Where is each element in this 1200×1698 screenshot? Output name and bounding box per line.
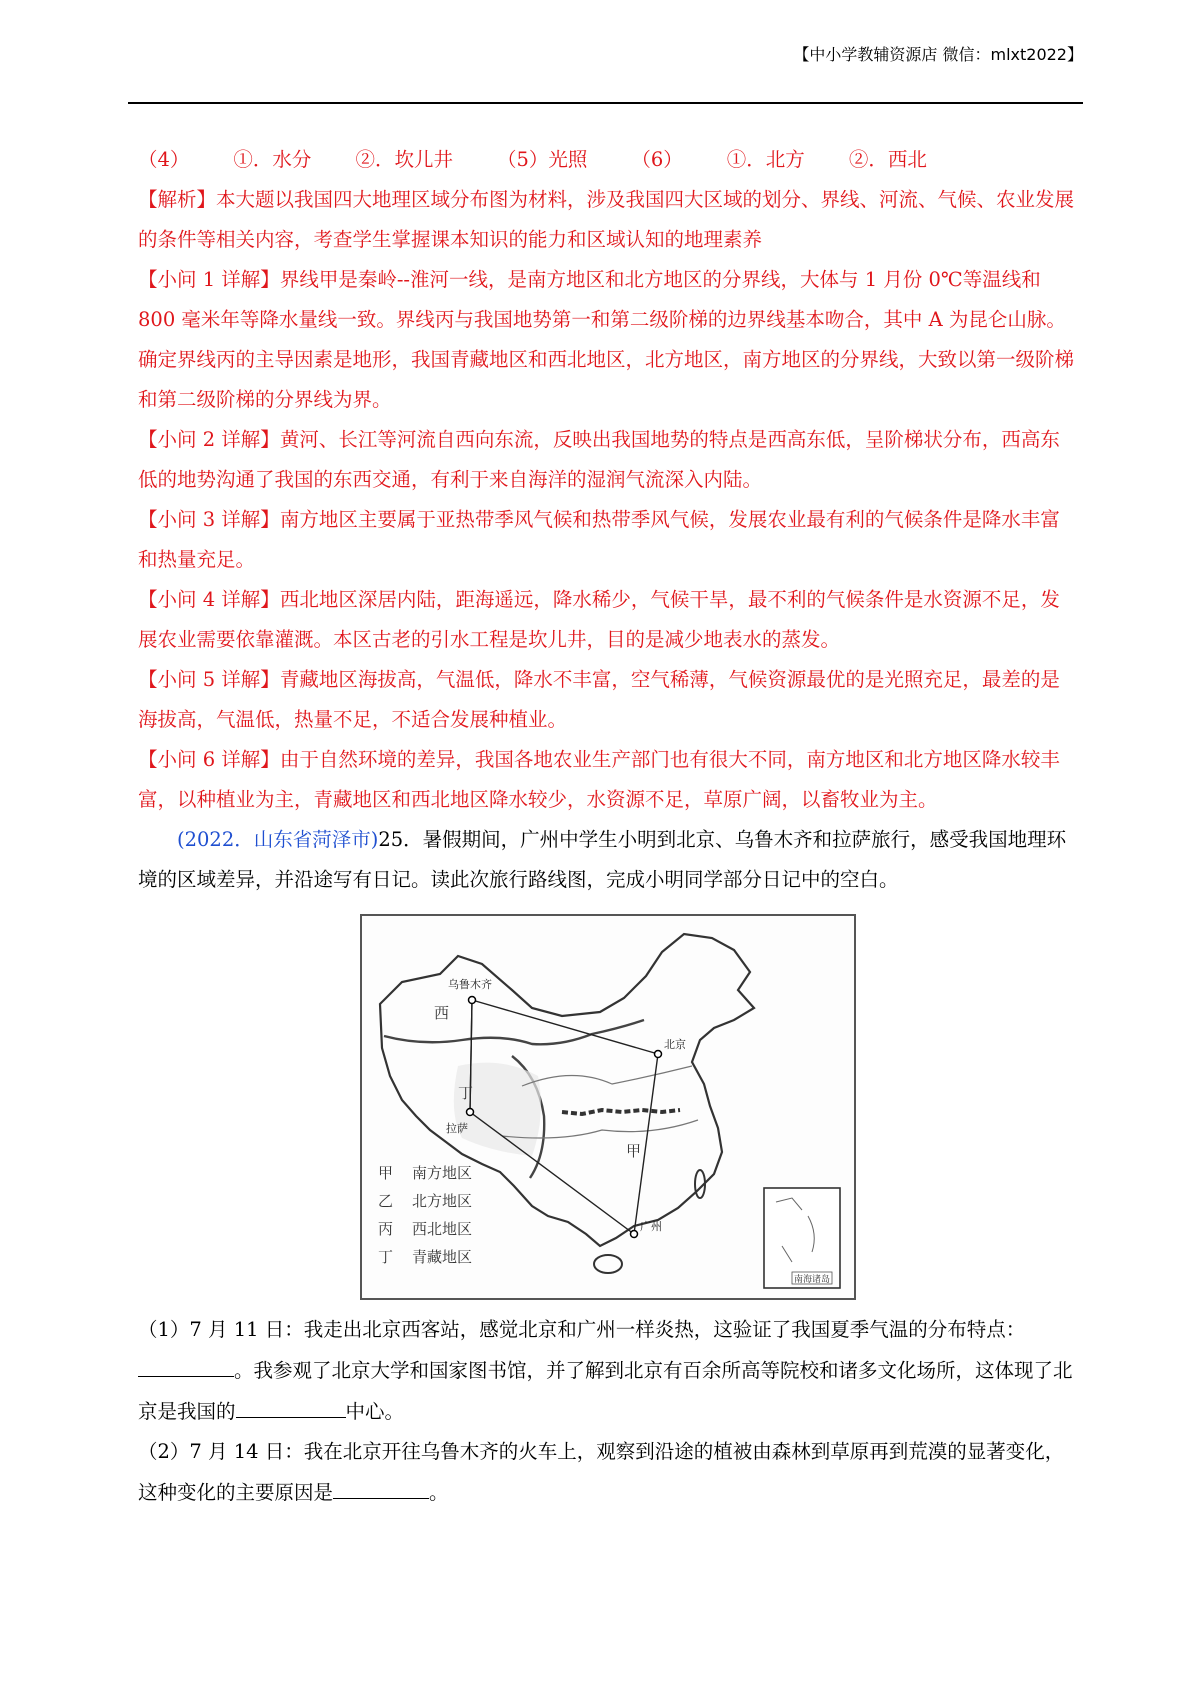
legend-key: 甲 <box>378 1164 394 1182</box>
region-mark: 丁 <box>458 1084 474 1102</box>
answer-item: （4） <box>138 148 190 171</box>
legend-key: 丁 <box>378 1248 394 1266</box>
page-header <box>128 42 1083 104</box>
answer-blank[interactable] <box>236 1391 346 1418</box>
detail-paragraph-4 <box>138 580 1078 660</box>
hainan-island <box>594 1255 622 1273</box>
city-label: 乌鲁木齐 <box>448 978 492 991</box>
answer-item: （5）光照 <box>496 148 588 171</box>
boundary-line <box>384 1020 644 1044</box>
detail-text: 界线甲是秦岭--淮河一线，是南方地区和北方地区的分界线，大体与 1 月份 0℃等温线和 800 毫米年等降水量线一致。界线丙与我国地势第一和第二级阶梯的边界线基本吻合，其中 A 为昆仑山脉。确定界线丙的主导因素是地形，我国青藏地区和西北地区，北方地区，南方地区的分界线，大致以第一级阶梯和第二级阶梯的分界线为界。 <box>138 268 1075 411</box>
subquestion-2 <box>138 1432 1078 1513</box>
legend-label: 南方地区 <box>412 1164 473 1182</box>
answer-blank[interactable] <box>138 1350 234 1377</box>
detail-tag: 【小问 2 详解】 <box>138 428 280 451</box>
subquestion-1 <box>138 1310 1078 1432</box>
question-paragraph <box>138 820 1078 900</box>
answer-item: ①．水分 <box>233 148 312 171</box>
page-content <box>138 140 1078 1513</box>
legend-label: 北方地区 <box>412 1192 473 1210</box>
subquestion-2-suffix: 。 <box>429 1481 449 1504</box>
map-legend <box>378 1164 472 1266</box>
route-map <box>360 914 856 1300</box>
subquestion-1-suffix: 中心。 <box>345 1400 405 1423</box>
answer-item: （6） <box>631 148 683 171</box>
answer-row <box>138 140 1078 180</box>
detail-tag: 【小问 4 详解】 <box>138 588 280 611</box>
detail-tag: 【小问 5 详解】 <box>138 668 280 691</box>
analysis-paragraph <box>138 180 1078 260</box>
city-label: 拉萨 <box>446 1122 468 1135</box>
detail-paragraph-3 <box>138 500 1078 580</box>
city-label: 广州 <box>640 1220 662 1233</box>
analysis-text: 本大题以我国四大地理区域分布图为材料，涉及我国四大区域的划分、界线、河流、气候、农业发展的条件等相关内容，考查学生掌握课本知识的能力和区域认知的地理素养 <box>138 188 1075 251</box>
city-dot <box>631 1231 638 1238</box>
detail-paragraph-5 <box>138 660 1078 740</box>
question-source: (2022．山东省菏泽市) <box>177 828 379 851</box>
region-mark: 西 <box>434 1004 450 1022</box>
answer-item: ②．坎儿井 <box>355 148 453 171</box>
answer-item: ②．西北 <box>848 148 927 171</box>
analysis-tag: 【解析】 <box>138 188 217 211</box>
subquestion-1-mid: 。我参观了北京大学和国家图书馆，并了解到北京有百余所高等院校和诸多文化场所，这体现了北京是我国的 <box>138 1359 1073 1423</box>
city-dot <box>469 997 476 1004</box>
detail-text: 南方地区主要属于亚热带季风气候和热带季风气候，发展农业最有利的气候条件是降水丰富和热量充足。 <box>138 508 1060 571</box>
china-map-drawing <box>362 916 854 1298</box>
city-dot <box>655 1051 662 1058</box>
detail-tag: 【小问 6 详解】 <box>138 748 280 771</box>
answer-blank[interactable] <box>333 1472 429 1499</box>
detail-paragraph-2 <box>138 420 1078 500</box>
legend-label: 西北地区 <box>412 1220 473 1238</box>
question-number: 25． <box>378 828 423 851</box>
detail-text: 由于自然环境的差异，我国各地农业生产部门也有很大不同，南方地区和北方地区降水较丰富，以种植业为主，青藏地区和西北地区降水较少，水资源不足，草原广阔，以畜牧业为主。 <box>138 748 1060 811</box>
city-label: 北京 <box>664 1038 686 1051</box>
city-dot <box>467 1109 474 1116</box>
legend-key: 丙 <box>378 1220 394 1238</box>
detail-paragraph-1 <box>138 260 1078 420</box>
region-mark: 甲 <box>626 1142 642 1160</box>
detail-tag: 【小问 1 详解】 <box>138 268 280 291</box>
legend-label: 青藏地区 <box>412 1248 473 1266</box>
subquestion-2-prefix: （2）7 月 14 日：我在北京开往乌鲁木齐的火车上，观察到沿途的植被由森林到草原再到荒漠的显著变化，这种变化的主要原因是 <box>138 1440 1065 1504</box>
qinling-huaihe-line <box>562 1110 680 1114</box>
detail-text: 青藏地区海拔高，气温低，降水不丰富，空气稀薄，气候资源最优的是光照充足，最差的是海拔高，气温低，热量不足，不适合发展种植业。 <box>138 668 1060 731</box>
legend-key: 乙 <box>378 1192 394 1210</box>
header-text: 【中小学教辅资源店 微信：mlxt2022】 <box>793 45 1083 64</box>
detail-paragraph-6 <box>138 740 1078 820</box>
detail-text: 西北地区深居内陆，距海遥远，降水稀少，气候干旱，最不利的气候条件是水资源不足，发展农业需要依靠灌溉。本区古老的引水工程是坎儿井，目的是减少地表水的蒸发。 <box>138 588 1060 651</box>
subquestion-1-prefix: （1）7 月 11 日：我走出北京西客站，感觉北京和广州一样炎热，这验证了我国夏季气温的分布特点： <box>138 1318 1026 1341</box>
question-text: 暑假期间，广州中学生小明到北京、乌鲁木齐和拉萨旅行，感受我国地理环境的区域差异，并沿途写有日记。读此次旅行路线图，完成小明同学部分日记中的空白。 <box>138 828 1067 891</box>
detail-text: 黄河、长江等河流自西向东流，反映出我国地势的特点是西高东低，呈阶梯状分布，西高东低的地势沟通了我国的东西交通，有利于来自海洋的湿润气流深入内陆。 <box>138 428 1060 491</box>
inset-label: 南海诸岛 <box>794 1275 831 1285</box>
detail-tag: 【小问 3 详解】 <box>138 508 280 531</box>
river-line <box>522 1066 692 1086</box>
answer-item: ①．北方 <box>726 148 805 171</box>
